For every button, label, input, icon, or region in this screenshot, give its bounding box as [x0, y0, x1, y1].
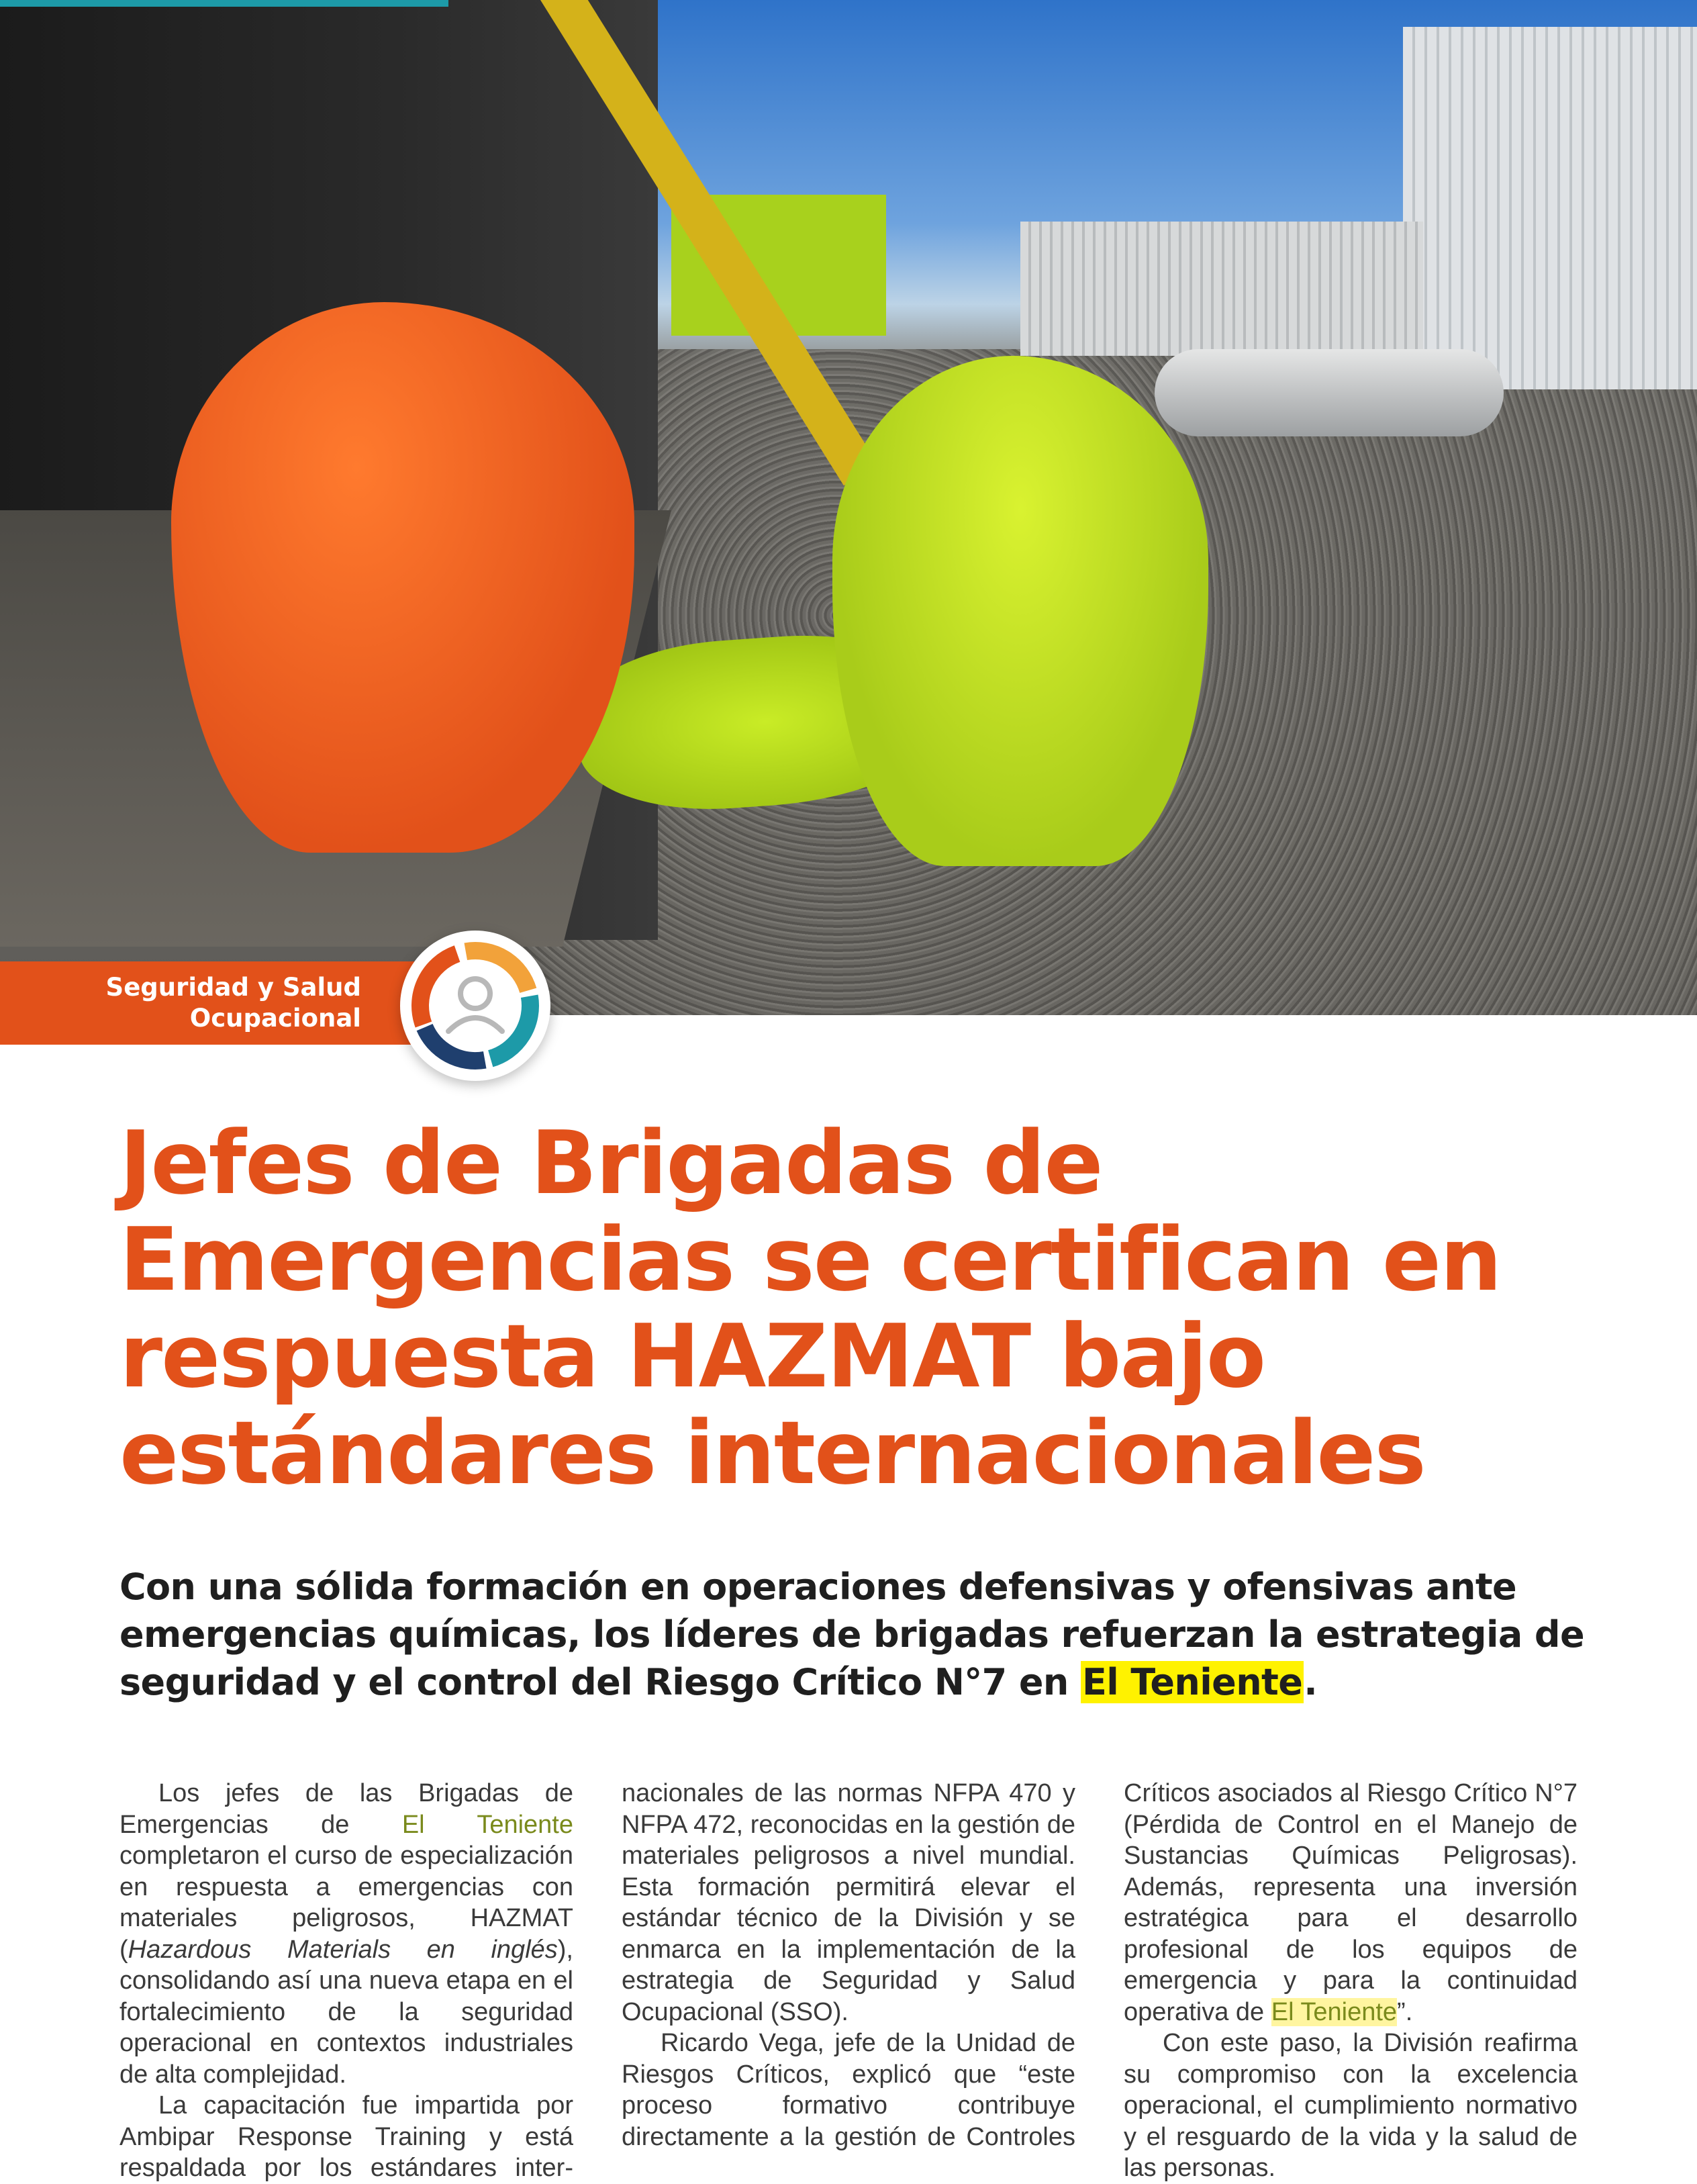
body-paragraph	[119, 1778, 573, 2090]
body-column-3	[1124, 1778, 1578, 2184]
el-teniente-link[interactable]: El Teniente	[1271, 1997, 1398, 2026]
gas-tank	[1155, 349, 1504, 436]
article-title: Jefes de Brigadas de Emergencias se certifican en respuesta HAZMAT bajo estándares internacionales	[119, 1112, 1501, 1504]
body-paragraph: Con este paso, la División reafirma su compromiso con la excelencia operacional, el cumplimiento normativo y el resguardo de la vida y la salud de las personas.	[1124, 2029, 1578, 2182]
body-column-2	[622, 1778, 1075, 2184]
body-paragraph: Ricardo Vega, jefe de la Unidad de Riesgos Críticos, explicó que “este proceso formativo contribuye directamente a la gestión de Controles	[622, 2029, 1075, 2151]
subtitle-end: .	[1304, 1661, 1318, 1703]
body-text: completaron el curso de especialización en respuesta a emergencias con materiales peligrosos, HAZMAT (	[119, 1842, 573, 1964]
body-paragraph: La capacitación fue impartida por Ambipar Response Training y está respaldada por los estándares inter-	[119, 2091, 573, 2182]
section-label	[0, 961, 423, 1045]
body-column-1	[119, 1778, 573, 2184]
el-teniente-link[interactable]: El Teniente	[401, 1810, 573, 1839]
warehouse-building	[1403, 27, 1697, 389]
section-label-line2: Ocupacional	[189, 1004, 361, 1033]
hero-photo	[0, 0, 1697, 1015]
article-body	[119, 1778, 1578, 2182]
section-badge	[400, 931, 550, 1081]
subtitle-highlight: El Teniente	[1081, 1661, 1303, 1703]
article-subtitle	[119, 1563, 1630, 1706]
body-text: ), consolidando así una nueva etapa en el fortalecimiento de la seguridad operacional en contextos industriales de alta complejidad.	[119, 1935, 573, 2089]
body-paragraph	[1124, 1778, 1578, 2028]
person-circle-icon	[400, 931, 550, 1081]
orange-hazmat-suit	[171, 302, 634, 853]
background-building	[1020, 222, 1423, 356]
green-hazmat-suit	[832, 356, 1208, 866]
top-accent-bar	[0, 0, 448, 7]
body-text: Críticos asociados al Riesgo Crítico N°7 (Pérdida de Control en el Manejo de Sustancias Químicas Peligrosas). Además, representa una inversión estratégica para el desarrollo profesional de los equipos de emergencia y para la continuidad operativa de	[1124, 1779, 1578, 2026]
subtitle-text: Con una sólida formación en operaciones defensivas y ofensivas ante emergencias químicas, los líderes de brigadas refuerzan la estrategia de seguridad y el control del Riesgo Crítico N°7 en	[119, 1566, 1584, 1703]
body-text: Los jefes de las Brigadas de Emergencias de	[119, 1779, 573, 1839]
body-paragraph: nacionales de las normas NFPA 470 y NFPA 472, reconocidas en la gestión de materiales peligrosos a nivel mundial. Esta formación permitirá elevar el estándar técnico de la División y se enmarca en la implementación de la estrategia de Seguridad y Salud Ocupacional (SSO).	[622, 1779, 1075, 2026]
body-text: ”.	[1397, 1997, 1413, 2026]
section-label-line1: Seguridad y Salud	[105, 973, 361, 1002]
body-italic-text: Hazardous Materials en inglés	[128, 1935, 558, 1964]
